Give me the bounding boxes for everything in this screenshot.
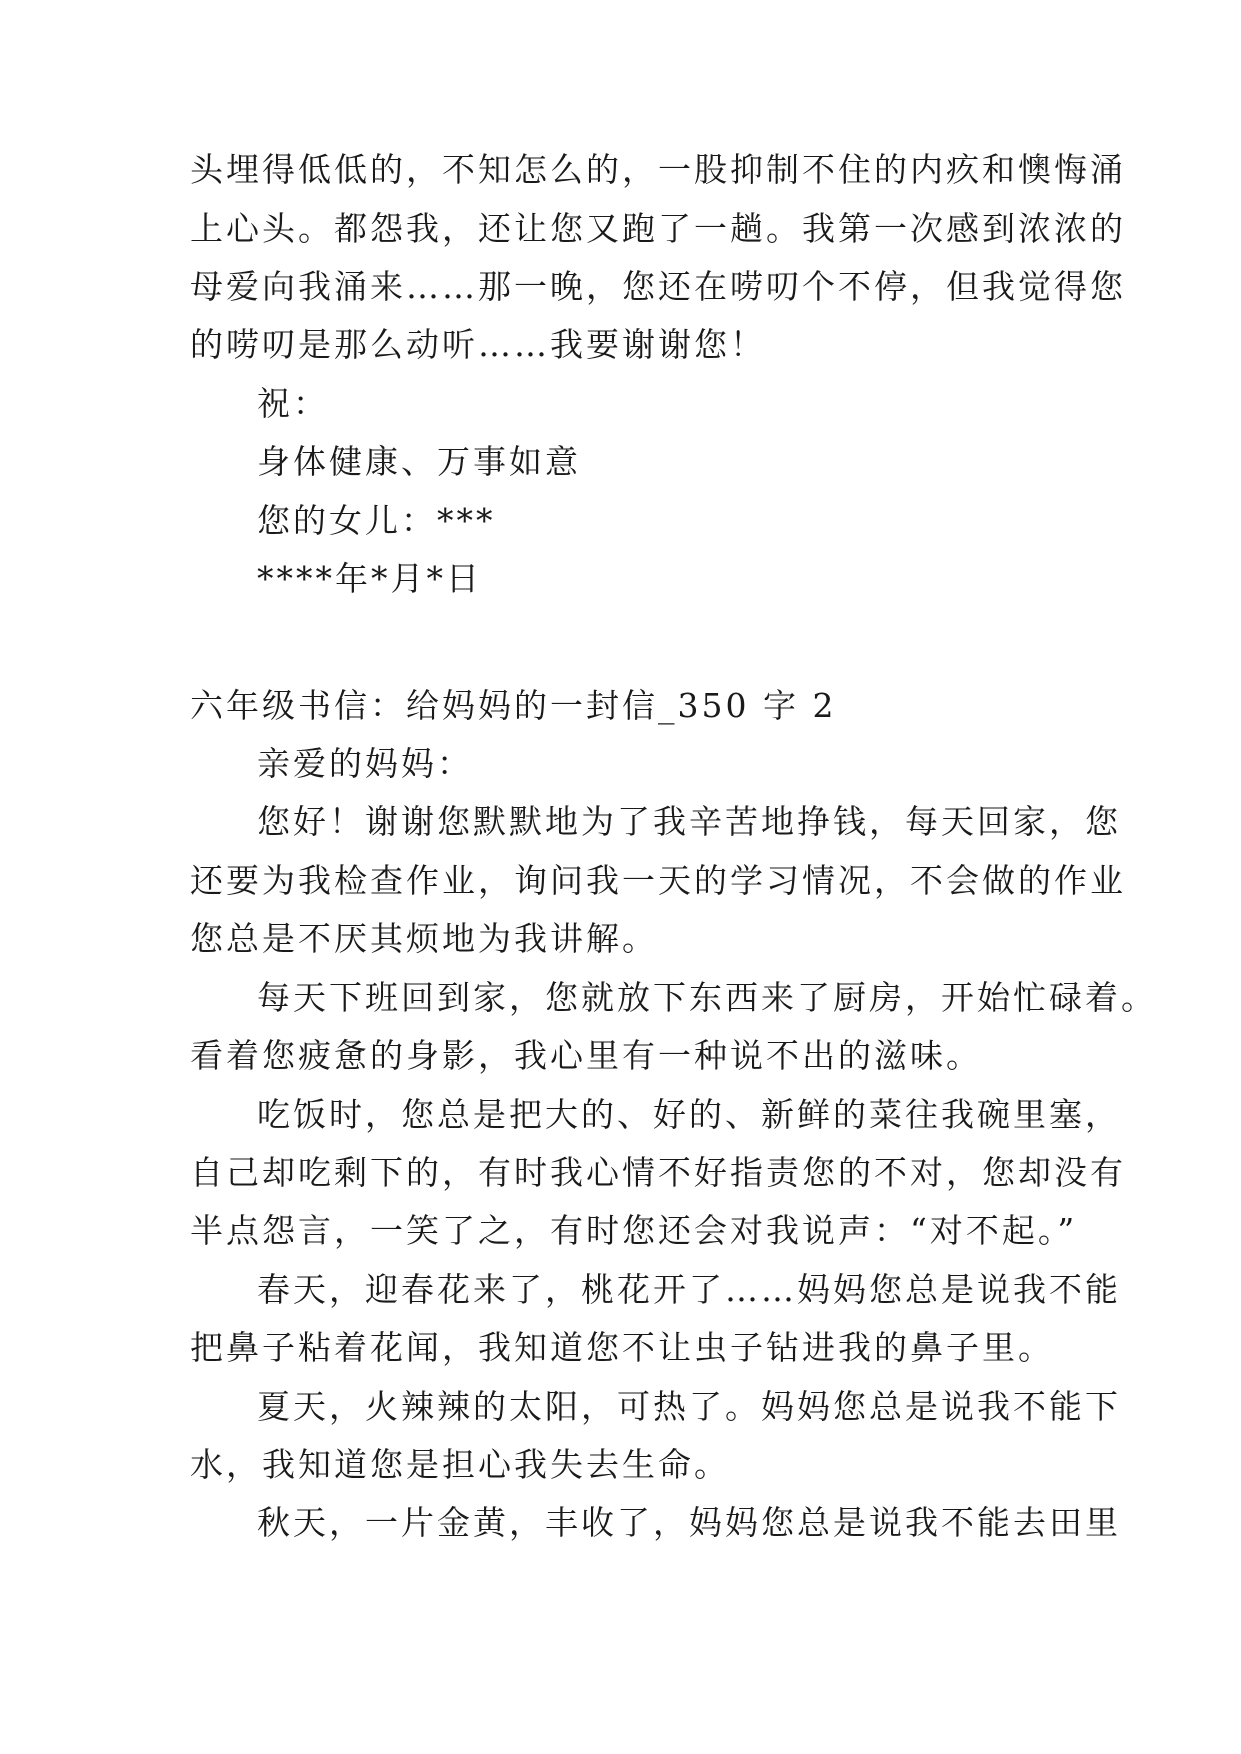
paragraph-line: 半点怨言，一笑了之，有时您还会对我说声：“对不起。” [190,1211,1078,1250]
paragraph-line: 把鼻子粘着花闻，我知道您不让虫子钻进我的鼻子里。 [190,1328,1054,1367]
paragraph-line: 吃饭时，您总是把大的、好的、新鲜的菜往我碗里塞， [257,1095,1121,1134]
paragraph-line: 上心头。都怨我，还让您又跑了一趟。我第一次感到浓浓的 [190,209,1126,248]
paragraph-line: 秋天，一片金黄，丰收了，妈妈您总是说我不能去田里 [257,1503,1121,1542]
paragraph-line: 看着您疲惫的身影，我心里有一种说不出的滋味。 [190,1036,982,1075]
paragraph-line: 水，我知道您是担心我失去生命。 [190,1445,730,1484]
paragraph-line: 的唠叨是那么动听……我要谢谢您！ [190,325,766,364]
letter-date: ****年*月*日 [257,559,482,598]
paragraph-line: 您总是不厌其烦地为我讲解。 [190,919,658,958]
section-title: 六年级书信：给妈妈的一封信_350 字 2 [190,686,837,725]
paragraph-line: 母爱向我涌来……那一晚，您还在唠叨个不停，但我觉得您 [190,267,1126,306]
paragraph-line: 每天下班回到家，您就放下东西来了厨房，开始忙碌着。 [257,978,1157,1017]
letter-signature: 您的女儿：*** [257,501,496,540]
paragraph-line: 您好！谢谢您默默地为了我辛苦地挣钱，每天回家，您 [257,802,1121,841]
letter-wish: 身体健康、万事如意 [257,442,581,481]
paragraph-line: 春天，迎春花来了，桃花开了……妈妈您总是说我不能 [257,1270,1121,1309]
paragraph-line: 还要为我检查作业，询问我一天的学习情况，不会做的作业 [190,861,1126,900]
paragraph-line: 头埋得低低的，不知怎么的，一股抑制不住的内疚和懊悔涌 [190,150,1126,189]
letter-closing: 祝： [257,384,329,423]
paragraph-line: 夏天，火辣辣的太阳，可热了。妈妈您总是说我不能下 [257,1387,1121,1426]
letter-salutation: 亲爱的妈妈： [257,744,473,783]
paragraph-line: 自己却吃剩下的，有时我心情不好指责您的不对，您却没有 [190,1153,1126,1192]
